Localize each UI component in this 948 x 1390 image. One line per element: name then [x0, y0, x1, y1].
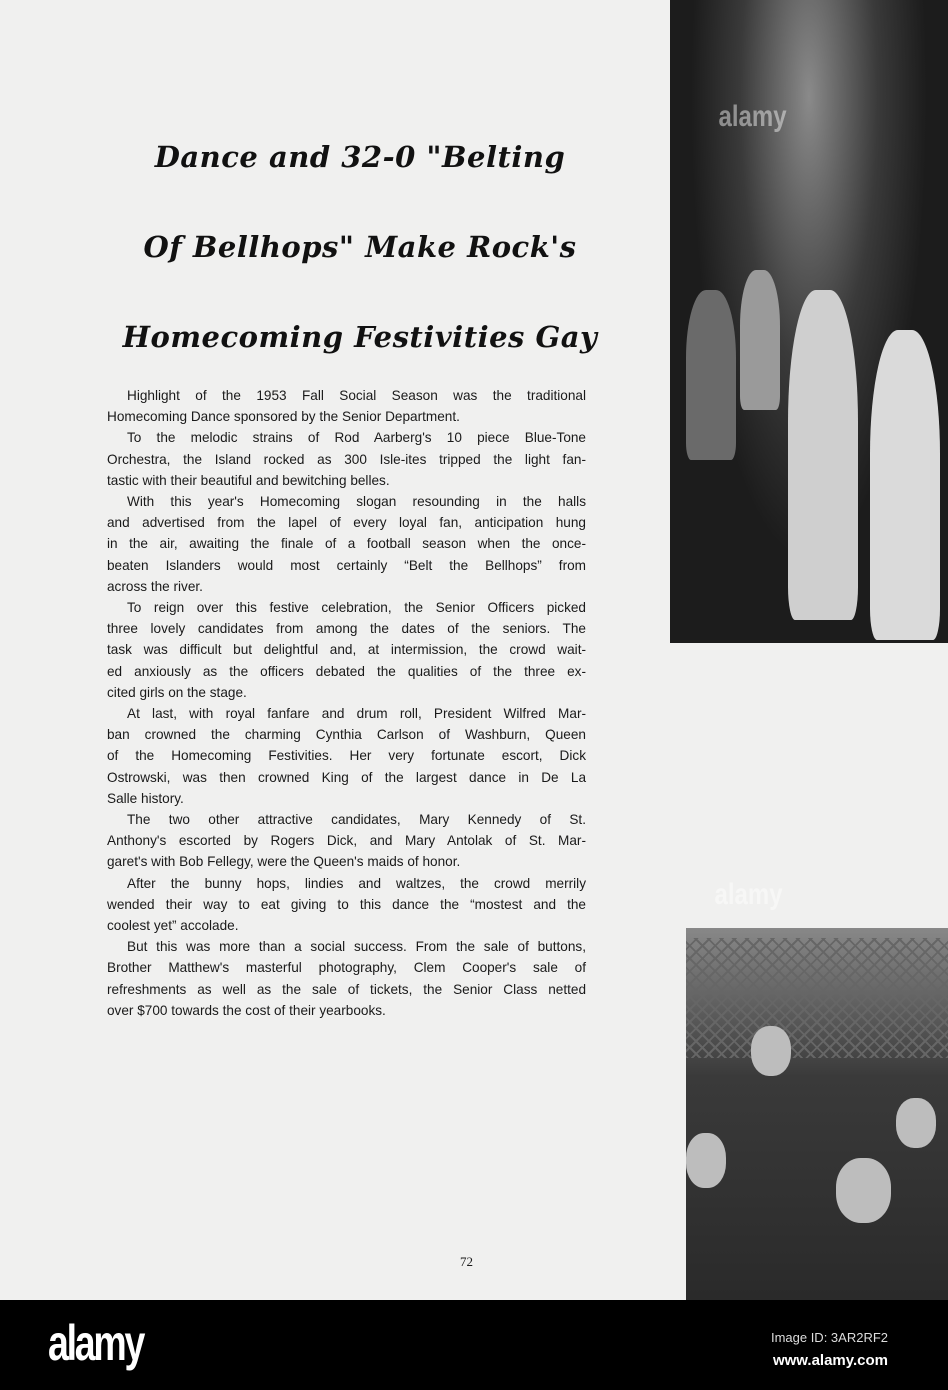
- watermark: alamy: [718, 100, 787, 133]
- headline-line-2: Of Bellhops" Make Rock's: [143, 230, 577, 264]
- text-line: With this year's Homecoming slogan resounding in the halls: [127, 494, 586, 510]
- text-line: ed anxiously as the officers debated the qualities of the three ex-: [107, 663, 586, 679]
- site-url: www.alamy.com: [772, 1352, 888, 1369]
- text-line: coolest yet” accolade.: [107, 918, 239, 934]
- text-line: garet's with Bob Fellegy, were the Queen's maids of honor.: [107, 854, 461, 870]
- paragraph: [107, 703, 586, 809]
- stock-footer-bar: [0, 1300, 948, 1390]
- paragraph: [107, 427, 586, 491]
- dance-floor-photo: [670, 0, 948, 643]
- paragraph: [107, 873, 586, 937]
- text-line: wended their way to eat giving to this dance the “mostest and the: [107, 896, 586, 912]
- headline-line-1: Dance and 32-0 "Belting: [154, 140, 566, 174]
- text-line: Highlight of the 1953 Fall Social Season was the traditional: [127, 388, 586, 403]
- text-line: But this was more than a social success. From the sale of buttons,: [127, 939, 586, 955]
- text-line: cited girls on the stage.: [107, 684, 247, 700]
- text-line: At last, with royal fanfare and drum roll, President Wilfred Mar-: [127, 706, 586, 722]
- text-line: The two other attractive candidates, Mary Kennedy of St.: [127, 812, 586, 828]
- text-line: refreshments as well as the sale of tickets, the Senior Class netted: [107, 981, 586, 997]
- headline-line-3: Homecoming Festivities Gay: [122, 320, 598, 354]
- text-line: ban crowned the charming Cynthia Carlson of Washburn, Queen: [107, 727, 586, 743]
- text-line: After the bunny hops, lindies and waltzes, the crowd merrily: [127, 875, 586, 891]
- article-body: [107, 385, 586, 1021]
- image-id: Image ID: 3AR2RF2: [770, 1330, 888, 1345]
- text-line: Anthony's escorted by Rogers Dick, and Mary Antolak of St. Mar-: [107, 833, 586, 849]
- text-line: Ostrowski, was then crowned King of the largest dance in De La: [107, 769, 586, 785]
- text-line: Orchestra, the Island rocked as 300 Isle-ites tripped the light fan-: [107, 451, 586, 467]
- page-number: 72: [460, 1254, 473, 1269]
- alamy-logo: alamy: [48, 1315, 144, 1371]
- crowd-photo: [686, 878, 948, 1300]
- text-line: tastic with their beautiful and bewitching belles.: [107, 472, 390, 488]
- paragraph: [107, 809, 586, 873]
- text-line: and advertised from the lapel of every loyal fan, anticipation hung: [107, 515, 586, 531]
- paragraph: [107, 491, 586, 597]
- text-line: To the melodic strains of Rod Aarberg's 10 piece Blue-Tone: [127, 430, 586, 446]
- text-line: To reign over this festive celebration, the Senior Officers picked: [127, 600, 586, 616]
- paragraph: [107, 385, 586, 427]
- text-line: across the river.: [107, 578, 203, 594]
- paragraph: [107, 936, 586, 1021]
- text-line: task was difficult but delightful and, at intermission, the crowd wait-: [107, 642, 586, 658]
- text-line: over $700 towards the cost of their yearbooks.: [107, 1002, 386, 1018]
- text-line: in the air, awaiting the finale of a football season when the once-: [107, 536, 586, 552]
- text-line: beaten Islanders would most certainly “Belt the Bellhops” from: [107, 557, 586, 573]
- text-line: of the Homecoming Festivities. Her very fortunate escort, Dick: [107, 748, 586, 764]
- watermark: alamy: [714, 878, 783, 911]
- text-line: Salle history.: [107, 790, 184, 806]
- text-line: Homecoming Dance sponsored by the Senior Department.: [107, 409, 460, 425]
- paragraph: [107, 597, 586, 703]
- text-line: three lovely candidates from among the dates of the seniors. The: [107, 621, 586, 637]
- text-line: Brother Matthew's masterful photography, Clem Cooper's sale of: [107, 960, 586, 976]
